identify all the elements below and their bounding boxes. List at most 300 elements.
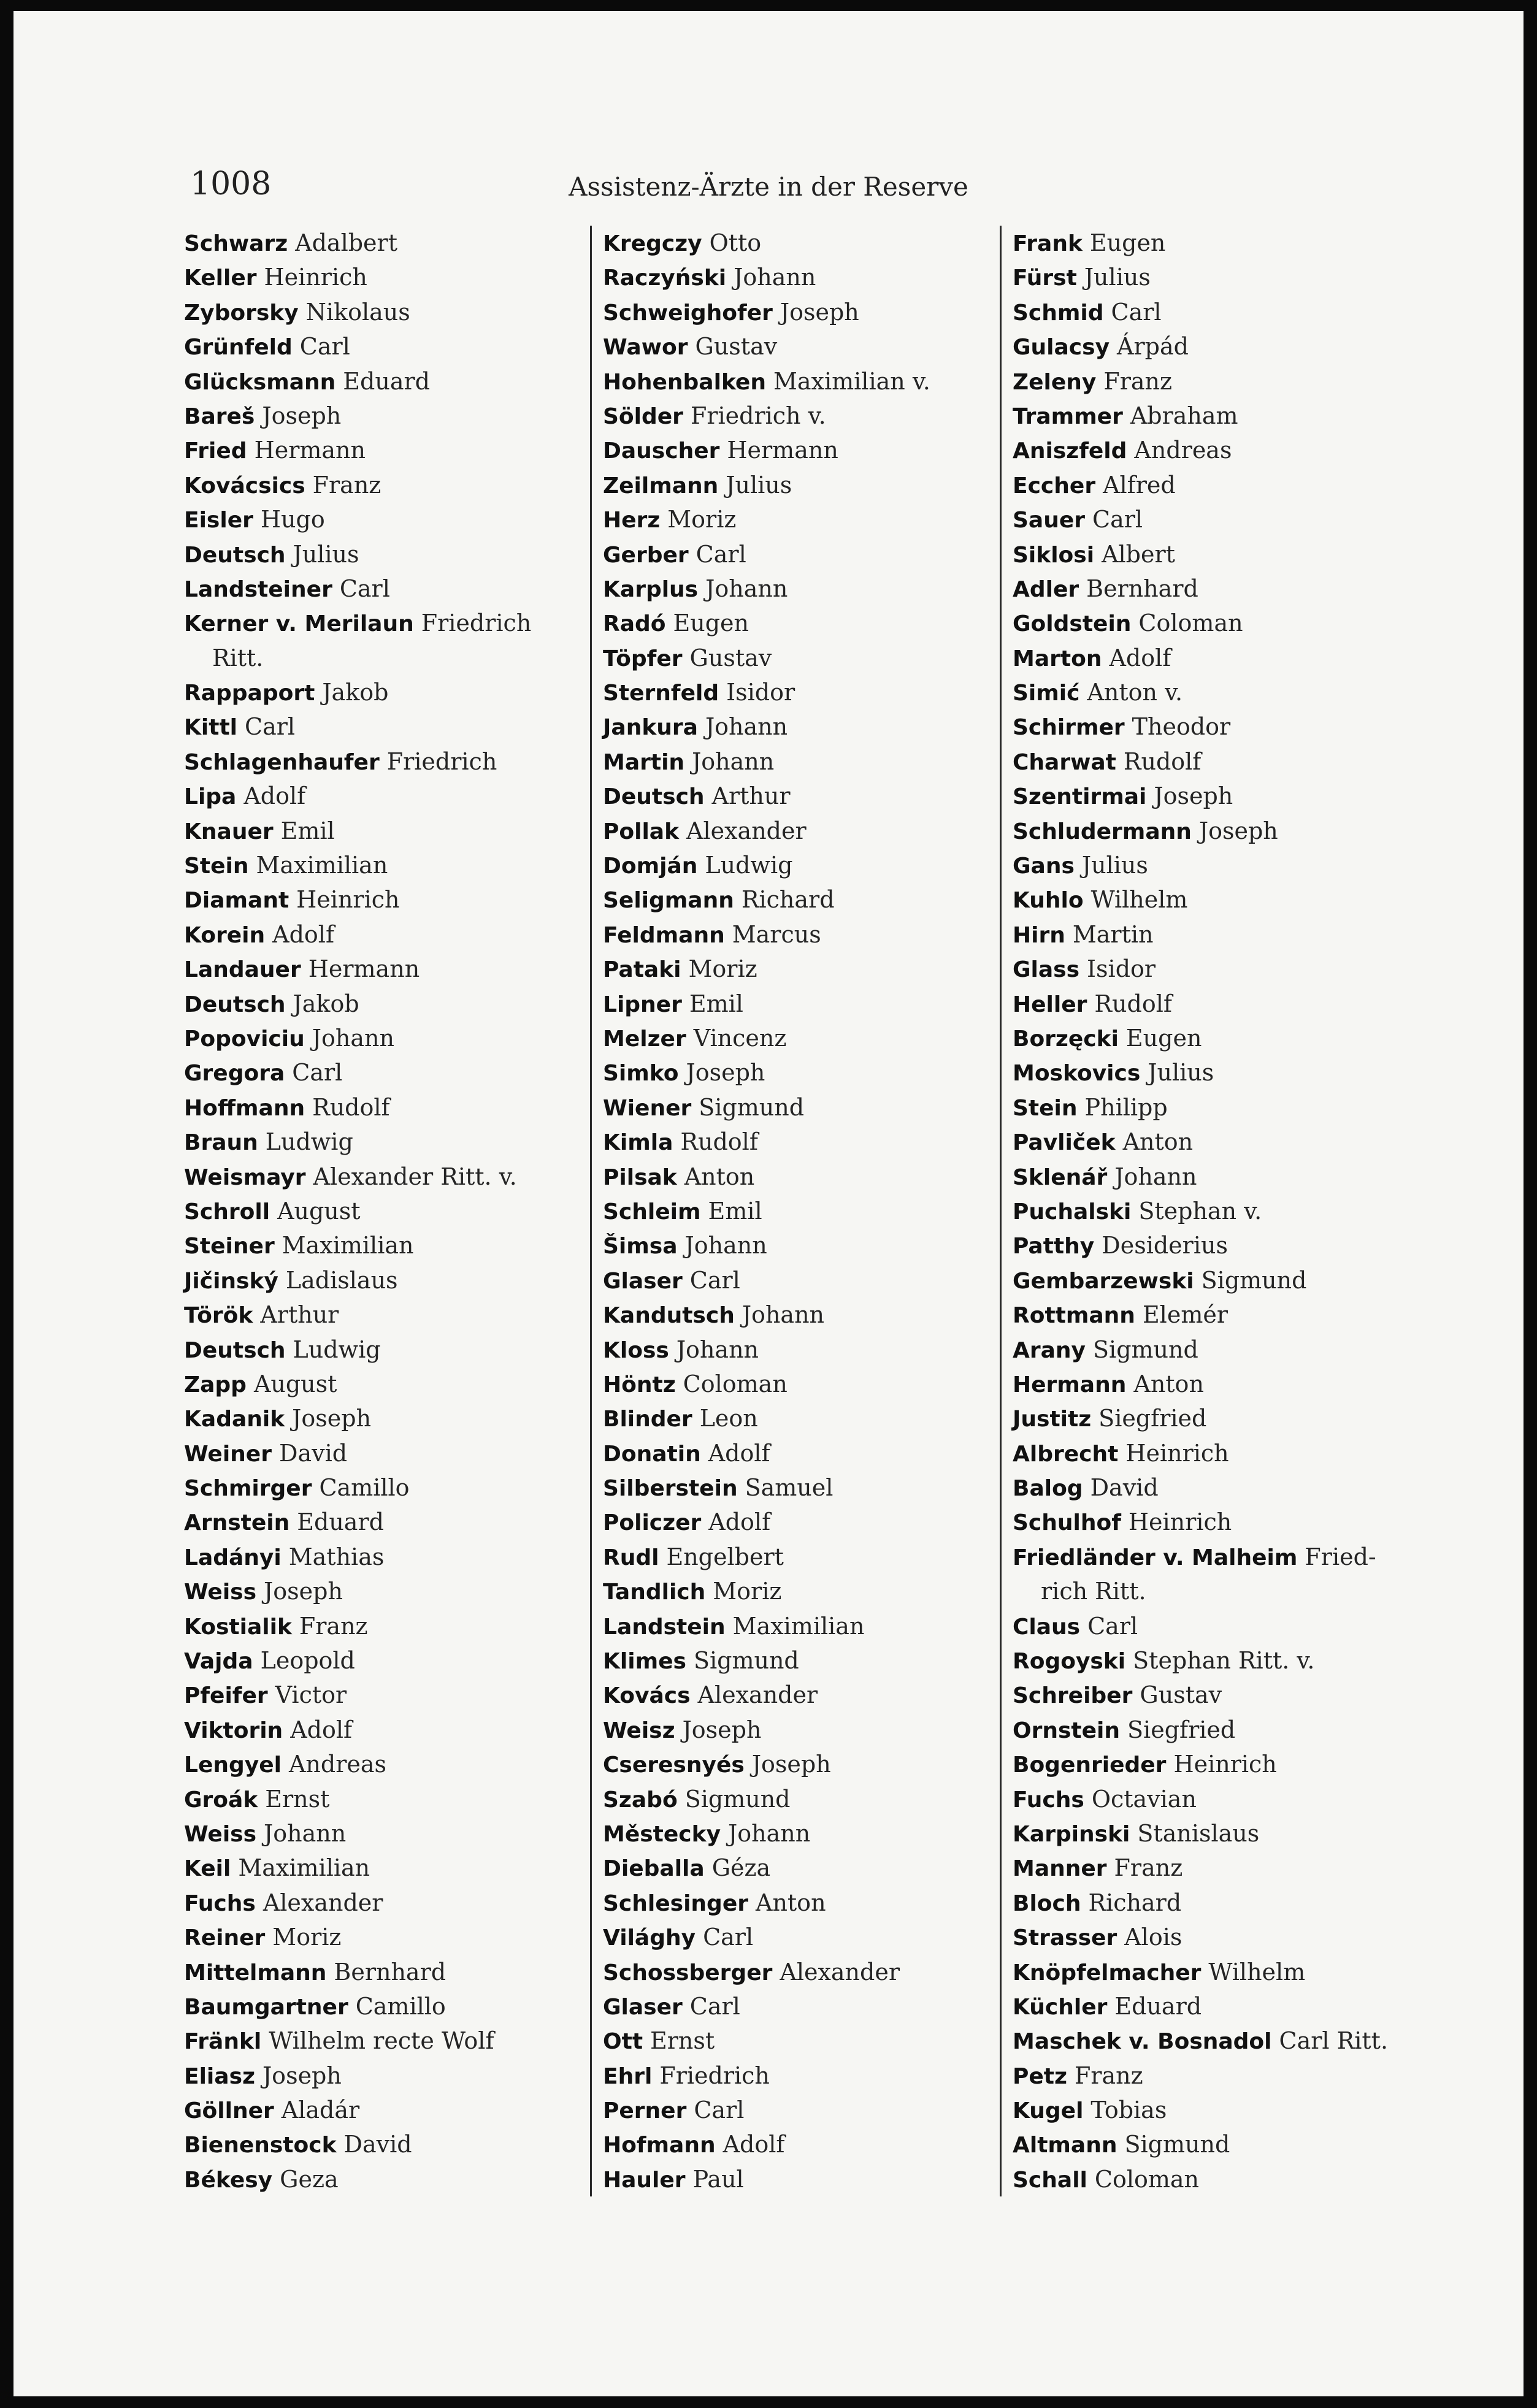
given-name: Moriz bbox=[272, 1924, 342, 1951]
given-name: Otto bbox=[709, 229, 762, 256]
given-name: Wilhelm bbox=[1090, 886, 1188, 914]
name-entry bbox=[1013, 1816, 1405, 1851]
given-name: Siegfried bbox=[1098, 1405, 1207, 1432]
given-name: Philipp bbox=[1084, 1093, 1168, 1121]
given-name: August bbox=[277, 1197, 361, 1225]
surname: Gerber bbox=[603, 542, 689, 568]
name-entry bbox=[1013, 1194, 1405, 1228]
surname: Gans bbox=[1013, 854, 1075, 879]
surname: Schlesinger bbox=[603, 1890, 748, 1916]
name-entry bbox=[184, 1782, 577, 1816]
surname: Eisler bbox=[184, 508, 253, 533]
given-name: Julius bbox=[1084, 264, 1151, 291]
surname: Hofmann bbox=[603, 2133, 716, 2158]
given-name: Wilhelm bbox=[1208, 1958, 1306, 1986]
given-name: Coloman bbox=[683, 1370, 788, 1397]
name-entry bbox=[184, 1470, 577, 1505]
name-entry bbox=[1013, 814, 1405, 848]
given-name: Johann bbox=[692, 747, 775, 775]
surname: Pataki bbox=[603, 957, 681, 983]
given-name: Adolf bbox=[723, 2131, 785, 2158]
surname: Weismayr bbox=[184, 1164, 306, 1190]
given-name: Eugen bbox=[1089, 229, 1166, 256]
name-entry bbox=[1013, 1851, 1405, 1885]
surname: Török bbox=[184, 1303, 253, 1329]
given-name: Carl bbox=[339, 575, 390, 602]
surname: Weiss bbox=[184, 1821, 257, 1847]
surname: Schall bbox=[1013, 2167, 1087, 2193]
given-name: Franz bbox=[312, 471, 381, 499]
name-entry bbox=[1013, 2093, 1405, 2127]
surname: Seligmann bbox=[603, 888, 734, 914]
surname: Fuchs bbox=[1013, 1787, 1084, 1813]
name-entry bbox=[184, 399, 577, 433]
name-entry bbox=[184, 1747, 577, 1781]
given-name: Johann bbox=[1114, 1163, 1197, 1190]
given-name: Carl bbox=[703, 1924, 754, 1951]
surname: Zyborsky bbox=[184, 300, 299, 326]
surname: Ladányi bbox=[184, 1545, 282, 1570]
surname: Zapp bbox=[184, 1372, 247, 1397]
given-name: Carl bbox=[299, 333, 350, 361]
surname: Arnstein bbox=[184, 1510, 290, 1536]
name-entry bbox=[603, 1228, 995, 1263]
surname: Keil bbox=[184, 1856, 231, 1882]
surname: Tandlich bbox=[603, 1580, 706, 1605]
surname: Pollak bbox=[603, 819, 680, 844]
surname: Rogoyski bbox=[1013, 1649, 1126, 1675]
surname: Diamant bbox=[184, 888, 289, 914]
given-name: Carl Ritt. bbox=[1279, 2027, 1389, 2055]
surname: Manner bbox=[1013, 1856, 1107, 1882]
given-name: Jakob bbox=[293, 990, 359, 1017]
name-entry bbox=[603, 433, 995, 467]
surname: Wawor bbox=[603, 335, 688, 361]
given-name: Adolf bbox=[272, 920, 335, 948]
name-entry bbox=[184, 848, 577, 882]
surname: Kregczy bbox=[603, 231, 702, 256]
surname: Patthy bbox=[1013, 1234, 1095, 1259]
given-name: Adolf bbox=[708, 1439, 770, 1467]
name-entry bbox=[1013, 1332, 1405, 1367]
surname: Gembarzewski bbox=[1013, 1268, 1194, 1294]
name-entry bbox=[1013, 709, 1405, 744]
surname: Keller bbox=[184, 266, 257, 291]
name-entry bbox=[184, 917, 577, 952]
name-entry bbox=[184, 1436, 577, 1470]
name-entry bbox=[184, 1263, 577, 1298]
given-name: Rudolf bbox=[1094, 990, 1172, 1017]
surname: Fuchs bbox=[184, 1890, 256, 1916]
name-entry bbox=[184, 502, 577, 537]
given-name: Anton bbox=[1133, 1370, 1204, 1397]
surname: Rudl bbox=[603, 1545, 659, 1570]
surname: Mittelmann bbox=[184, 1960, 327, 1986]
name-entry bbox=[1013, 1298, 1405, 1332]
surname: Schreiber bbox=[1013, 1683, 1133, 1709]
surname: Groák bbox=[184, 1787, 258, 1813]
name-entry bbox=[603, 364, 995, 399]
page-number: 1008 bbox=[190, 166, 272, 202]
surname: Trammer bbox=[1013, 403, 1123, 429]
given-name: Carl bbox=[1092, 506, 1143, 533]
surname: Puchalski bbox=[1013, 1199, 1132, 1225]
given-name: Hermann bbox=[254, 437, 366, 464]
surname: Sklenář bbox=[1013, 1164, 1108, 1190]
surname: Klimes bbox=[603, 1649, 686, 1675]
given-name: Arthur bbox=[711, 782, 791, 810]
name-entry bbox=[603, 537, 995, 571]
name-entry bbox=[603, 1401, 995, 1435]
surname: Cseresnyés bbox=[603, 1752, 745, 1778]
name-entry bbox=[603, 1851, 995, 1885]
surname: Bogenrieder bbox=[1013, 1752, 1167, 1778]
surname: Městecky bbox=[603, 1821, 721, 1847]
given-name: Andreas bbox=[288, 1751, 387, 1778]
surname: Adler bbox=[1013, 576, 1079, 602]
surname: Deutsch bbox=[184, 1337, 286, 1363]
name-entry bbox=[184, 1298, 577, 1332]
name-entry bbox=[184, 1851, 577, 1885]
name-entry bbox=[184, 2024, 577, 2058]
given-name: Adalbert bbox=[295, 229, 397, 256]
surname: Kloss bbox=[603, 1337, 669, 1363]
name-entry bbox=[603, 1263, 995, 1298]
name-entry bbox=[1013, 917, 1405, 952]
surname: Braun bbox=[184, 1130, 258, 1156]
surname: Landauer bbox=[184, 957, 301, 983]
given-name: Ludwig bbox=[265, 1128, 353, 1156]
surname: Karpinski bbox=[1013, 1821, 1130, 1847]
surname: Kugel bbox=[1013, 2098, 1084, 2124]
surname: Feldmann bbox=[603, 922, 725, 948]
given-name: Leopold bbox=[260, 1647, 355, 1675]
surname: Korein bbox=[184, 922, 266, 948]
surname: Schroll bbox=[184, 1199, 270, 1225]
given-name: Rudolf bbox=[680, 1128, 758, 1156]
surname: Világhy bbox=[603, 1925, 696, 1951]
surname: Altmann bbox=[1013, 2133, 1117, 2158]
name-column-1 bbox=[184, 226, 577, 2196]
given-name: rich Ritt. bbox=[1041, 1578, 1146, 1605]
given-name: Marcus bbox=[732, 920, 821, 948]
name-entry bbox=[603, 848, 995, 882]
name-entry bbox=[1013, 1540, 1405, 1574]
name-entry bbox=[1013, 1955, 1405, 1989]
given-name: Árpád bbox=[1117, 333, 1189, 361]
surname: Zeilmann bbox=[603, 473, 719, 499]
surname: Jičinský bbox=[184, 1268, 278, 1294]
surname: Ornstein bbox=[1013, 1718, 1121, 1743]
surname: Popoviciu bbox=[184, 1026, 305, 1052]
name-entry bbox=[603, 2024, 995, 2058]
given-name: Tobias bbox=[1090, 2096, 1167, 2124]
name-entry bbox=[1013, 606, 1405, 640]
surname: Raczyński bbox=[603, 266, 727, 291]
given-name: Alexander bbox=[780, 1958, 900, 1986]
given-name: Andreas bbox=[1134, 437, 1232, 464]
given-name: Ladislaus bbox=[285, 1266, 398, 1294]
given-name: Samuel bbox=[745, 1474, 834, 1502]
given-name: Johann bbox=[312, 1024, 394, 1052]
surname: Arany bbox=[1013, 1337, 1086, 1363]
surname: Kittl bbox=[184, 715, 237, 741]
given-name: Adolf bbox=[243, 782, 306, 810]
name-entry bbox=[1013, 1920, 1405, 1954]
name-entry bbox=[184, 1609, 577, 1643]
name-entry bbox=[184, 2162, 577, 2196]
given-name: Martin bbox=[1072, 920, 1154, 948]
name-entry bbox=[1013, 1886, 1405, 1920]
given-name: Coloman bbox=[1138, 610, 1243, 637]
given-name: Geza bbox=[280, 2165, 339, 2193]
name-entry bbox=[603, 1332, 995, 1367]
name-entry bbox=[184, 1886, 577, 1920]
name-entry bbox=[1013, 571, 1405, 606]
name-entry bbox=[603, 1194, 995, 1228]
name-entry bbox=[184, 744, 577, 779]
name-entry bbox=[603, 952, 995, 986]
given-name: Carl bbox=[292, 1059, 343, 1087]
given-name: Arthur bbox=[260, 1301, 339, 1329]
surname: Pfeifer bbox=[184, 1683, 268, 1709]
name-entry bbox=[1013, 433, 1405, 467]
name-entry bbox=[1013, 1989, 1405, 2024]
surname: Herz bbox=[603, 508, 661, 533]
name-entry bbox=[1013, 1678, 1405, 1712]
name-entry bbox=[184, 779, 577, 813]
name-entry bbox=[184, 1194, 577, 1228]
surname: Borzęcki bbox=[1013, 1026, 1119, 1052]
given-name: Albert bbox=[1102, 540, 1175, 568]
surname: Rottmann bbox=[1013, 1303, 1135, 1329]
surname: Balog bbox=[1013, 1476, 1083, 1502]
given-name: Isidor bbox=[1087, 955, 1156, 983]
given-name: Alfred bbox=[1103, 471, 1176, 499]
name-entry bbox=[1013, 1470, 1405, 1505]
given-name: Julius bbox=[293, 540, 359, 568]
surname: Töpfer bbox=[603, 646, 683, 671]
surname: Goldstein bbox=[1013, 611, 1132, 637]
given-name: Coloman bbox=[1094, 2165, 1200, 2193]
name-entry bbox=[184, 814, 577, 848]
given-name: Sigmund bbox=[693, 1647, 799, 1675]
surname: Kuhlo bbox=[1013, 888, 1084, 914]
name-entry bbox=[1013, 399, 1405, 433]
surname: Knauer bbox=[184, 819, 274, 844]
given-name: Carl bbox=[689, 1992, 740, 2020]
name-entry bbox=[603, 1090, 995, 1125]
surname: Fried bbox=[184, 438, 247, 464]
given-name: Adolf bbox=[1109, 644, 1171, 671]
surname: Bloch bbox=[1013, 1890, 1081, 1916]
given-name: Siegfried bbox=[1127, 1716, 1236, 1743]
given-name: Anton bbox=[756, 1889, 826, 1916]
name-entry bbox=[184, 1367, 577, 1401]
surname: Moskovics bbox=[1013, 1061, 1141, 1087]
surname: Lipa bbox=[184, 784, 237, 810]
surname: Hoffmann bbox=[184, 1095, 305, 1121]
given-name: Johann bbox=[684, 1232, 767, 1259]
surname: Glaser bbox=[603, 1268, 683, 1294]
given-name: Anton v. bbox=[1087, 679, 1183, 706]
name-entry bbox=[603, 1747, 995, 1781]
surname: Friedländer v. Malheim bbox=[1013, 1545, 1298, 1570]
surname: Jankura bbox=[603, 715, 698, 741]
given-name: Friedrich bbox=[386, 747, 497, 775]
surname: Karplus bbox=[603, 576, 699, 602]
given-name: Julius bbox=[1148, 1059, 1214, 1087]
name-entry bbox=[603, 1160, 995, 1194]
given-name: Rudolf bbox=[1123, 747, 1202, 775]
name-entry bbox=[603, 987, 995, 1021]
surname: Küchler bbox=[1013, 1994, 1108, 2020]
name-entry bbox=[184, 2093, 577, 2127]
given-name: Johann bbox=[728, 1819, 811, 1847]
surname: Dieballa bbox=[603, 1856, 705, 1882]
surname: Schulhof bbox=[1013, 1510, 1121, 1536]
surname: Strasser bbox=[1013, 1925, 1117, 1951]
name-entry bbox=[1013, 1401, 1405, 1435]
given-name: David bbox=[278, 1439, 348, 1467]
name-entry bbox=[1013, 1367, 1405, 1401]
given-name: Franz bbox=[299, 1612, 368, 1640]
surname: Bienenstock bbox=[184, 2133, 337, 2158]
name-entry bbox=[603, 502, 995, 537]
given-name: Géza bbox=[711, 1854, 771, 1882]
name-entry bbox=[184, 260, 577, 294]
name-entry bbox=[1013, 779, 1405, 813]
name-entry bbox=[603, 641, 995, 675]
surname: Policzer bbox=[603, 1510, 702, 1536]
name-entry bbox=[184, 1401, 577, 1435]
name-entry bbox=[184, 2058, 577, 2093]
name-entry bbox=[1013, 1228, 1405, 1263]
given-name: Camillo bbox=[319, 1474, 410, 1502]
running-head: Assistenz-Ärzte in der Reserve bbox=[569, 172, 968, 202]
name-entry bbox=[603, 399, 995, 433]
surname: Schleim bbox=[603, 1199, 701, 1225]
given-name: Johann bbox=[734, 264, 816, 291]
name-entry bbox=[184, 1955, 577, 1989]
name-entry bbox=[1013, 1090, 1405, 1125]
name-entry bbox=[1013, 2162, 1405, 2196]
given-name: Ludwig bbox=[705, 852, 793, 879]
surname: Weiss bbox=[184, 1580, 257, 1605]
surname: Melzer bbox=[603, 1026, 686, 1052]
surname: Petz bbox=[1013, 2063, 1067, 2089]
surname: Domján bbox=[603, 854, 698, 879]
name-entry bbox=[1013, 675, 1405, 709]
given-name: Heinrich bbox=[1128, 1508, 1232, 1536]
name-entry bbox=[1013, 295, 1405, 329]
name-entry bbox=[1013, 2058, 1405, 2093]
given-name: Friedrich bbox=[421, 610, 532, 637]
given-name: Friedrich bbox=[659, 2062, 770, 2089]
name-entry bbox=[603, 1782, 995, 1816]
given-name: Victor bbox=[275, 1681, 347, 1709]
surname: Vajda bbox=[184, 1649, 253, 1675]
given-name: Heinrich bbox=[296, 886, 400, 914]
name-column-3 bbox=[1000, 226, 1405, 2196]
name-entry bbox=[184, 1055, 577, 1090]
surname: Sternfeld bbox=[603, 681, 719, 706]
name-entry bbox=[1013, 2127, 1405, 2161]
name-entry bbox=[603, 295, 995, 329]
surname: Ott bbox=[603, 2029, 643, 2055]
surname: Donatin bbox=[603, 1441, 701, 1467]
surname: Wiener bbox=[603, 1095, 692, 1121]
given-name: Leon bbox=[699, 1405, 758, 1432]
name-entry bbox=[603, 226, 995, 260]
surname: Bareš bbox=[184, 403, 255, 429]
name-entry bbox=[603, 1713, 995, 1747]
name-entry bbox=[603, 1643, 995, 1678]
given-name: Gustav bbox=[1140, 1681, 1222, 1709]
surname: Baumgartner bbox=[184, 1994, 348, 2020]
name-entry bbox=[603, 329, 995, 364]
given-name: Abraham bbox=[1130, 402, 1238, 429]
name-entry bbox=[184, 1643, 577, 1678]
name-entry bbox=[603, 2093, 995, 2127]
given-name: Anton bbox=[1122, 1128, 1194, 1156]
name-entry bbox=[1013, 329, 1405, 364]
name-entry bbox=[1013, 1643, 1405, 1678]
given-name: Maximilian bbox=[238, 1854, 370, 1882]
given-name: Octavian bbox=[1091, 1785, 1197, 1813]
surname: Viktorin bbox=[184, 1718, 283, 1743]
name-entry bbox=[603, 1574, 995, 1608]
given-name: Alexander Ritt. v. bbox=[313, 1163, 517, 1190]
surname: Albrecht bbox=[1013, 1441, 1119, 1467]
given-name: Moriz bbox=[713, 1578, 782, 1605]
given-name: Heinrich bbox=[1173, 1751, 1277, 1778]
name-entry bbox=[184, 1090, 577, 1125]
surname: Dauscher bbox=[603, 438, 720, 464]
name-entry bbox=[603, 2127, 995, 2161]
given-name: Rudolf bbox=[312, 1093, 390, 1121]
given-name: Maximilian bbox=[732, 1612, 865, 1640]
given-name: Desiderius bbox=[1102, 1232, 1228, 1259]
name-entry bbox=[603, 2058, 995, 2093]
given-name: Franz bbox=[1103, 367, 1173, 395]
name-entry bbox=[603, 571, 995, 606]
given-name: Wilhelm recte Wolf bbox=[269, 2027, 494, 2055]
given-name: Friedrich v. bbox=[690, 402, 826, 429]
name-entry bbox=[184, 882, 577, 917]
surname: Weisz bbox=[603, 1718, 675, 1743]
given-name: Joseph bbox=[1198, 817, 1278, 844]
surname: Göllner bbox=[184, 2098, 274, 2124]
name-entry bbox=[1013, 364, 1405, 399]
surname: Aniszfeld bbox=[1013, 438, 1127, 464]
name-entry bbox=[603, 1540, 995, 1574]
given-name: Sigmund bbox=[1093, 1336, 1198, 1363]
surname: Weiner bbox=[184, 1441, 272, 1467]
given-name: Ernst bbox=[650, 2027, 715, 2055]
name-entry bbox=[184, 226, 577, 260]
surname: Landstein bbox=[603, 1614, 726, 1640]
name-entry bbox=[184, 1816, 577, 1851]
name-entry bbox=[184, 952, 577, 986]
surname: Marton bbox=[1013, 646, 1102, 671]
given-name: Carl bbox=[694, 2096, 745, 2124]
name-entry bbox=[603, 1470, 995, 1505]
given-name: Sigmund bbox=[1201, 1266, 1307, 1294]
surname: Schlagenhaufer bbox=[184, 749, 380, 775]
given-name: Johann bbox=[742, 1301, 825, 1329]
surname: Glass bbox=[1013, 957, 1080, 983]
